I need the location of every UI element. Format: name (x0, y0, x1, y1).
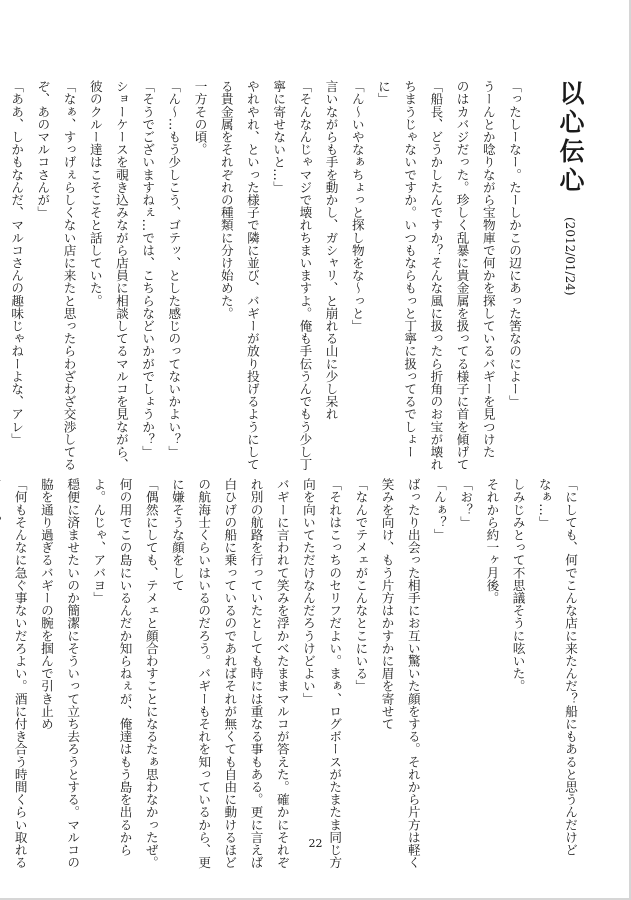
text-line: 「偶然にしても、テメェと顔合わすことになるたぁ思わなかったぜ。 (143, 478, 159, 869)
text-line: る貴金属をそれぞれの種類に分け始めた。 (218, 80, 234, 320)
text-line: 「お？」 (458, 478, 474, 529)
text-line: なぁ…」 (536, 478, 552, 529)
text-line: 「ん〜いやなぁちょっと探し物をな〜っと」 (349, 80, 365, 332)
text-line: ぞ、あのマルコさんが」 (35, 80, 51, 219)
text-line: 「にしても、何でこんな店に来たんだ？船にもあると思うんだけど (563, 478, 578, 856)
text-line: ちまうじゃないですか。いつもならもっと丁寧に扱ってるでしょー (402, 80, 418, 458)
text-line: れ別の航路を行っていたとしても時には重なる事もある。更に言えば (248, 478, 264, 869)
text-line: 彼のクルー達はこそこそと話していた。 (87, 80, 103, 307)
text-line: 白ひげの船に乗っているのであればそれが無くても自由に動けるほど (222, 478, 238, 869)
text-line: 何の用でこの島にいるんだか知らねぇが、俺達はもう島を出るから (117, 478, 133, 856)
text-line: 「ああ、しかもなんだ、マルコさんの趣味じゃねーよな、アレ」 (9, 80, 25, 446)
upper-text-band (0, 80, 585, 471)
text-line: 寧に寄せないと…」 (271, 80, 287, 194)
text-line: ショーケースを覗き込みながら店員に相談してるマルコを見ながら、 (113, 80, 129, 471)
text-line: 「んぁ？」 (431, 478, 447, 541)
text-line: 「なぁ、すっげぇらしくない店に来たと思ったらわざわざ交渉してる (61, 80, 77, 471)
text-line: バギーに言われて笑みを浮かべたままマルコが答えた。確かにそれぞ (274, 478, 290, 869)
title-block (557, 80, 583, 380)
text-line: 一方その頃。 (192, 80, 208, 156)
text-line: 「なんでテメェがこんなとこにいる」 (353, 478, 369, 693)
text-line: しみじみとって不思議そうに呟いた。 (510, 478, 526, 693)
text-line: 向を向いてただけなんだろうけどよい」 (300, 478, 316, 705)
text-line (0, 478, 7, 790)
text-line: やれやれ、といった様子で隣に並び、バギーが放り投げるようにして (244, 80, 260, 471)
text-line: のはカバジだった。珍しく乱暴に貴金属を扱ってる様子に首を傾げて (454, 80, 470, 471)
text-line: 「そうでございますねぇ…では、こちらなどいかがでしょうか？」 (140, 80, 156, 458)
text-line: 「それはこっちのセリフだよい。まぁ、ログボースがたまたま同じ方 (327, 478, 343, 869)
text-line: 「何もそんなに急ぐ事ないだろよい。酒に付き合う時間くらい取れる (12, 478, 28, 869)
text-line: ばったり出会った相手にお互い驚いた顔をする。それから片方は軽く (405, 478, 421, 869)
text-line: の航海士くらいはいるのだろう。バギーもそれを知っているから、更 (196, 478, 212, 869)
text-line: 「ったしーなー。たーしかこの辺にあった筈なのによー」 (507, 80, 522, 408)
text-line: 脇を通り過ぎるバギーの腕を掴んで引き止め (38, 478, 54, 730)
text-line (0, 80, 3, 380)
text-line: 笑みを向け、もう片方はかすかに眉を寄せて (379, 478, 395, 730)
page-number: 22 (308, 837, 323, 850)
text-line: それから約一ヶ月後。 (484, 478, 500, 604)
text-line: に嫌そうな顔をして (169, 478, 185, 592)
chapter-date: (2012/01/24) (563, 216, 577, 296)
text-line: よ。んじゃ、アバヨ」 (91, 478, 107, 604)
text-line: うーんとか唸りながら宝物庫で何かを探しているバギーを見つけた (480, 80, 496, 458)
chapter-title: 以心伝心 (2012/01/24) (556, 80, 585, 296)
upper-body-text (0, 80, 527, 471)
text-line: に」 (375, 80, 391, 106)
text-line: 穏便に済ませたいのか簡潔にそういって立ち去ろうとする。マルコの (65, 478, 81, 869)
text-line: 「そんなんじゃマジで壊れちまいますよ。俺も手伝うんでもう少し丁 (297, 80, 313, 471)
text-line: 言いながらも手を動かし、ガシャリ、と崩れる山に少し呆れ (323, 80, 339, 421)
text-line: 「船長、どうかしたんですか？そんな風に扱ったら折角のお宝が壊れ (428, 80, 444, 471)
text-line: 「ん〜…もう少しこう、ゴテッ、とした感じのってないかよい？」 (166, 80, 182, 458)
